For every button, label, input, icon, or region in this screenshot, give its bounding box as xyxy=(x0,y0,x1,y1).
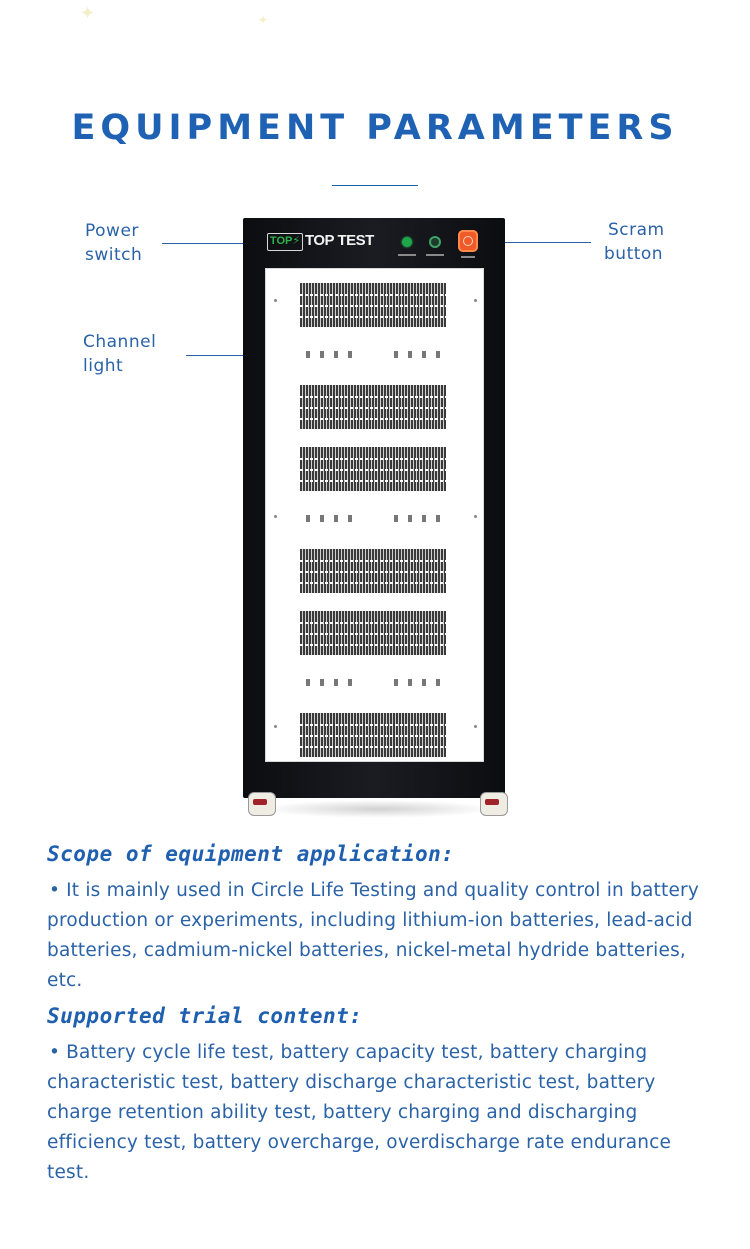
trial-content-text: Battery cycle life test, battery capacity test, battery charging characteristic test, battery discharge characteristic test, battery charge retention ability test, battery charging and discharging efficiency test, battery overcharge, overdischarge rate endurance test. xyxy=(47,1042,672,1183)
power-switch-caption xyxy=(398,254,416,256)
cabinet-control-header xyxy=(243,218,505,266)
vent-grille xyxy=(300,713,446,757)
channel-light-row xyxy=(298,515,448,523)
callout-power-switch-line2: switch xyxy=(85,245,143,265)
callout-channel-light-line1: Channel xyxy=(83,332,157,352)
brand-logo: TOP⚡ xyxy=(267,233,303,251)
screw-icon xyxy=(274,299,277,302)
sparkle-decoration: ✦ xyxy=(258,13,269,27)
brand-name: TOP TEST xyxy=(305,232,374,249)
scram-button-caption xyxy=(461,256,475,258)
run-indicator-icon xyxy=(429,236,441,248)
vent-grille xyxy=(300,549,446,593)
scope-text: It is mainly used in Circle Life Testing and quality control in battery production or experiments, including lithium-ion batteries, lead-acid batteries, cadmium-nickel batteries, nickel-metal hydride batteries, etc. xyxy=(47,880,699,991)
scope-heading: Scope of equipment application: xyxy=(47,842,455,866)
vent-grille xyxy=(300,283,446,327)
caster-wheel-left xyxy=(248,792,276,816)
run-indicator-caption xyxy=(426,254,444,256)
screw-icon xyxy=(474,725,477,728)
scram-button-icon xyxy=(458,230,478,252)
callout-channel-light-line2: light xyxy=(83,356,124,376)
vent-grille xyxy=(300,611,446,655)
screw-icon xyxy=(474,515,477,518)
bullet-icon: • xyxy=(49,1042,61,1063)
callout-power-switch xyxy=(85,219,142,267)
vent-grille xyxy=(300,447,446,491)
screw-icon xyxy=(274,725,277,728)
callout-scram-button-line1: Scram xyxy=(608,220,665,240)
callout-scram-button-line2: button xyxy=(604,244,664,264)
callout-channel-light xyxy=(83,330,156,378)
cabinet-shadow xyxy=(260,800,495,818)
battery-tester-cabinet xyxy=(243,218,505,798)
callout-power-switch-line1: Power xyxy=(85,221,139,241)
page-title: EQUIPMENT PARAMETERS xyxy=(71,108,679,148)
bullet-icon: • xyxy=(49,880,61,901)
callout-scram-button xyxy=(604,218,665,266)
scope-body xyxy=(47,876,717,996)
screw-icon xyxy=(274,515,277,518)
channel-light-row xyxy=(298,679,448,687)
trial-content-body xyxy=(47,1038,717,1188)
caster-wheel-right xyxy=(480,792,508,816)
power-switch-icon xyxy=(402,237,412,247)
channel-light-row xyxy=(298,351,448,359)
vent-grille xyxy=(300,385,446,429)
front-panel xyxy=(265,268,484,762)
cabinet-base xyxy=(243,762,505,798)
trial-content-heading: Supported trial content: xyxy=(47,1004,363,1028)
screw-icon xyxy=(474,299,477,302)
sparkle-decoration: ✦ xyxy=(80,3,96,23)
title-underline xyxy=(332,185,418,186)
